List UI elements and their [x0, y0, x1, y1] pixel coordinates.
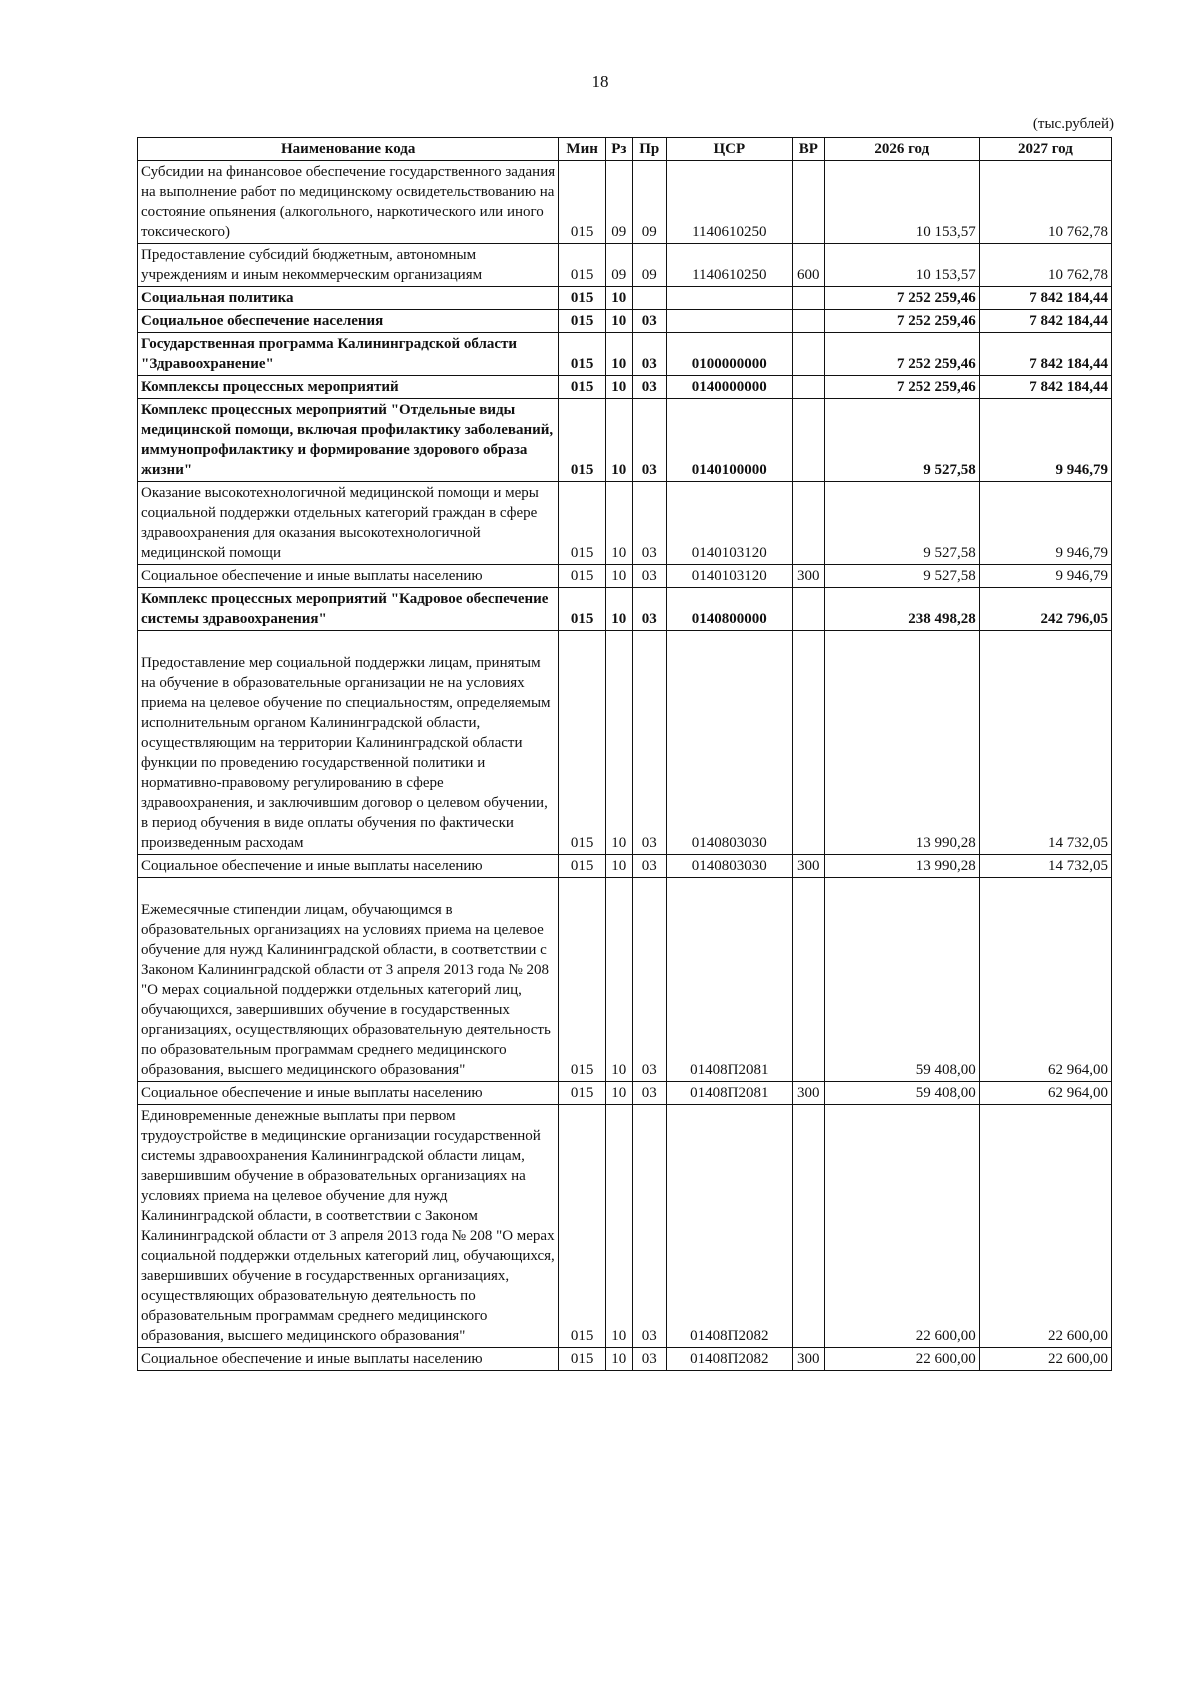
cell-min: 015 — [559, 855, 605, 878]
table-row — [138, 482, 1112, 565]
cell-vr — [792, 310, 824, 333]
cell-min: 015 — [559, 565, 605, 588]
cell-vr — [792, 399, 824, 482]
cell-2027: 9 946,79 — [979, 565, 1111, 588]
cell-vr — [792, 631, 824, 855]
cell-2027: 10 762,78 — [979, 244, 1111, 287]
cell-min: 015 — [559, 161, 605, 244]
header-pr: Пр — [632, 138, 666, 161]
cell-vr — [792, 482, 824, 565]
cell-pr: 03 — [632, 399, 666, 482]
cell-rz: 10 — [605, 631, 632, 855]
cell-rz: 10 — [605, 1348, 632, 1371]
cell-csr: 0140103120 — [666, 482, 792, 565]
cell-2027: 9 946,79 — [979, 482, 1111, 565]
cell-rz: 10 — [605, 588, 632, 631]
cell-min: 015 — [559, 878, 605, 1082]
cell-rz: 10 — [605, 287, 632, 310]
cell-pr: 03 — [632, 333, 666, 376]
cell-vr: 300 — [792, 1082, 824, 1105]
cell-csr: 0140000000 — [666, 376, 792, 399]
header-2026: 2026 год — [824, 138, 979, 161]
cell-rz: 10 — [605, 1105, 632, 1348]
units-label: (тыс.рублей) — [1032, 116, 1114, 132]
cell-vr — [792, 333, 824, 376]
cell-csr: 0100000000 — [666, 333, 792, 376]
cell-min: 015 — [559, 244, 605, 287]
cell-2026: 59 408,00 — [824, 878, 979, 1082]
cell-2027: 10 762,78 — [979, 161, 1111, 244]
cell-name: Предоставление субсидий бюджетным, автономным учреждениям и иным некоммерческим организациям — [138, 244, 559, 287]
cell-rz: 10 — [605, 333, 632, 376]
cell-pr: 03 — [632, 376, 666, 399]
cell-csr — [666, 310, 792, 333]
cell-csr: 01408П2081 — [666, 1082, 792, 1105]
cell-2027: 242 796,05 — [979, 588, 1111, 631]
table-row — [138, 161, 1112, 244]
cell-2027: 7 842 184,44 — [979, 333, 1111, 376]
cell-2027: 7 842 184,44 — [979, 310, 1111, 333]
cell-rz: 10 — [605, 565, 632, 588]
cell-2026: 13 990,28 — [824, 855, 979, 878]
cell-min: 015 — [559, 376, 605, 399]
cell-pr: 03 — [632, 565, 666, 588]
table-row — [138, 565, 1112, 588]
cell-csr — [666, 287, 792, 310]
cell-rz: 10 — [605, 399, 632, 482]
cell-pr: 03 — [632, 855, 666, 878]
cell-rz: 10 — [605, 855, 632, 878]
cell-csr: 0140803030 — [666, 855, 792, 878]
cell-min: 015 — [559, 1105, 605, 1348]
cell-rz: 10 — [605, 310, 632, 333]
cell-2027: 7 842 184,44 — [979, 287, 1111, 310]
cell-pr — [632, 287, 666, 310]
cell-2026: 9 527,58 — [824, 565, 979, 588]
cell-vr: 600 — [792, 244, 824, 287]
cell-min: 015 — [559, 310, 605, 333]
cell-name: Социальное обеспечение и иные выплаты населению — [138, 1348, 559, 1371]
cell-2026: 7 252 259,46 — [824, 287, 979, 310]
cell-rz: 10 — [605, 376, 632, 399]
cell-pr: 03 — [632, 310, 666, 333]
cell-pr: 03 — [632, 1082, 666, 1105]
table-row — [138, 878, 1112, 1082]
cell-2026: 7 252 259,46 — [824, 333, 979, 376]
cell-vr — [792, 878, 824, 1082]
header-2027: 2027 год — [979, 138, 1111, 161]
cell-pr: 03 — [632, 631, 666, 855]
table-body — [138, 161, 1112, 1371]
cell-vr: 300 — [792, 855, 824, 878]
cell-pr: 09 — [632, 244, 666, 287]
cell-min: 015 — [559, 1082, 605, 1105]
cell-2027: 22 600,00 — [979, 1348, 1111, 1371]
cell-2027: 14 732,05 — [979, 855, 1111, 878]
cell-name: Предоставление мер социальной поддержки лицам, принятым на обучение в образовательные организации не на условиях приема на целевое обучение по специальностям, определяемым исполнительным органом Калининградской области, осуществляющим на территории Калининградской области функции по проведению государственной политики и нормативно-правовому регулированию в сфере здравоохранения, и заключившим договор о целевом обучении, в период обучения в виде оплаты обучения по фактически произведенным расходам — [138, 631, 559, 855]
cell-rz: 10 — [605, 482, 632, 565]
table-row — [138, 287, 1112, 310]
cell-name: Комплекс процессных мероприятий "Отдельные виды медицинской помощи, включая профилактику заболеваний, иммунопрофилактику и формирование здорового образа жизни" — [138, 399, 559, 482]
cell-name: Социальное обеспечение населения — [138, 310, 559, 333]
cell-name: Государственная программа Калининградской области "Здравоохранение" — [138, 333, 559, 376]
header-name: Наименование кода — [138, 138, 559, 161]
cell-2026: 10 153,57 — [824, 244, 979, 287]
cell-rz: 09 — [605, 244, 632, 287]
table-row — [138, 588, 1112, 631]
header-row — [138, 138, 1112, 161]
cell-pr: 03 — [632, 1348, 666, 1371]
cell-vr — [792, 588, 824, 631]
cell-pr: 03 — [632, 588, 666, 631]
cell-name: Оказание высокотехнологичной медицинской помощи и меры социальной поддержки отдельных категорий граждан в сфере здравоохранения для оказания высокотехнологичной медицинской помощи — [138, 482, 559, 565]
cell-2026: 22 600,00 — [824, 1105, 979, 1348]
cell-csr: 0140103120 — [666, 565, 792, 588]
budget-table — [137, 137, 1112, 1371]
cell-min: 015 — [559, 399, 605, 482]
cell-2026: 7 252 259,46 — [824, 310, 979, 333]
cell-vr — [792, 1105, 824, 1348]
cell-name: Комплекс процессных мероприятий "Кадровое обеспечение системы здравоохранения" — [138, 588, 559, 631]
cell-name: Социальное обеспечение и иные выплаты населению — [138, 855, 559, 878]
table-row — [138, 1082, 1112, 1105]
cell-pr: 03 — [632, 482, 666, 565]
cell-2027: 62 964,00 — [979, 878, 1111, 1082]
cell-min: 015 — [559, 1348, 605, 1371]
cell-csr: 1140610250 — [666, 161, 792, 244]
cell-2026: 13 990,28 — [824, 631, 979, 855]
cell-name: Социальное обеспечение и иные выплаты населению — [138, 1082, 559, 1105]
page-number: 18 — [591, 72, 609, 91]
table-row — [138, 1348, 1112, 1371]
cell-rz: 09 — [605, 161, 632, 244]
cell-vr — [792, 161, 824, 244]
cell-2027: 14 732,05 — [979, 631, 1111, 855]
cell-min: 015 — [559, 287, 605, 310]
header-rz: Рз — [605, 138, 632, 161]
header-min: Мин — [559, 138, 605, 161]
cell-name: Единовременные денежные выплаты при первом трудоустройстве в медицинские организации государственной системы здравоохранения Калининградской области лицам, завершившим обучение в образовательных организациях на условиях приема на целевое обучение для нужд Калининградской области, в соответствии с Законом Калининградской области от 3 апреля 2013 года № 208 "О мерах социальной поддержки отдельных категорий лиц, обучающихся, завершивших обучение в государственных организациях, осуществляющих образовательную деятельность по образовательным программам среднего медицинского образования, высшего медицинского образования" — [138, 1105, 559, 1348]
cell-csr: 0140100000 — [666, 399, 792, 482]
cell-name: Социальная политика — [138, 287, 559, 310]
cell-rz: 10 — [605, 1082, 632, 1105]
cell-csr: 01408П2082 — [666, 1105, 792, 1348]
cell-2027: 9 946,79 — [979, 399, 1111, 482]
cell-name: Ежемесячные стипендии лицам, обучающимся в образовательных организациях на условиях приема на целевое обучение для нужд Калининградской области, в соответствии с Законом Калининградской области от 3 апреля 2013 года № 208 "О мерах социальной поддержки отдельных категорий лиц, обучающихся, завершивших обучение в государственных организациях, осуществляющих образовательную деятельность по образовательным программам среднего медицинского образования, высшего медицинского образования" — [138, 878, 559, 1082]
cell-2027: 22 600,00 — [979, 1105, 1111, 1348]
cell-name: Субсидии на финансовое обеспечение государственного задания на выполнение работ по медицинскому освидетельствованию на состояние опьянения (алкогольного, наркотического или иного токсического) — [138, 161, 559, 244]
cell-vr — [792, 376, 824, 399]
cell-2026: 7 252 259,46 — [824, 376, 979, 399]
cell-csr: 1140610250 — [666, 244, 792, 287]
cell-min: 015 — [559, 588, 605, 631]
header-vr: ВР — [792, 138, 824, 161]
cell-2026: 10 153,57 — [824, 161, 979, 244]
table-row — [138, 855, 1112, 878]
table-row — [138, 244, 1112, 287]
cell-csr: 0140800000 — [666, 588, 792, 631]
cell-2026: 22 600,00 — [824, 1348, 979, 1371]
cell-rz: 10 — [605, 878, 632, 1082]
cell-2026: 238 498,28 — [824, 588, 979, 631]
cell-pr: 03 — [632, 878, 666, 1082]
table-row — [138, 1105, 1112, 1348]
table-row — [138, 376, 1112, 399]
header-csr: ЦСР — [666, 138, 792, 161]
cell-vr — [792, 287, 824, 310]
table-row — [138, 333, 1112, 376]
cell-2027: 7 842 184,44 — [979, 376, 1111, 399]
cell-2026: 9 527,58 — [824, 399, 979, 482]
cell-2026: 9 527,58 — [824, 482, 979, 565]
cell-vr: 300 — [792, 1348, 824, 1371]
cell-2026: 59 408,00 — [824, 1082, 979, 1105]
cell-csr: 0140803030 — [666, 631, 792, 855]
cell-min: 015 — [559, 482, 605, 565]
cell-min: 015 — [559, 631, 605, 855]
cell-csr: 01408П2081 — [666, 878, 792, 1082]
cell-name: Комплексы процессных мероприятий — [138, 376, 559, 399]
cell-pr: 03 — [632, 1105, 666, 1348]
table-row — [138, 310, 1112, 333]
table-row — [138, 399, 1112, 482]
cell-min: 015 — [559, 333, 605, 376]
cell-name: Социальное обеспечение и иные выплаты населению — [138, 565, 559, 588]
cell-csr: 01408П2082 — [666, 1348, 792, 1371]
cell-2027: 62 964,00 — [979, 1082, 1111, 1105]
table-row — [138, 631, 1112, 855]
cell-pr: 09 — [632, 161, 666, 244]
cell-vr: 300 — [792, 565, 824, 588]
